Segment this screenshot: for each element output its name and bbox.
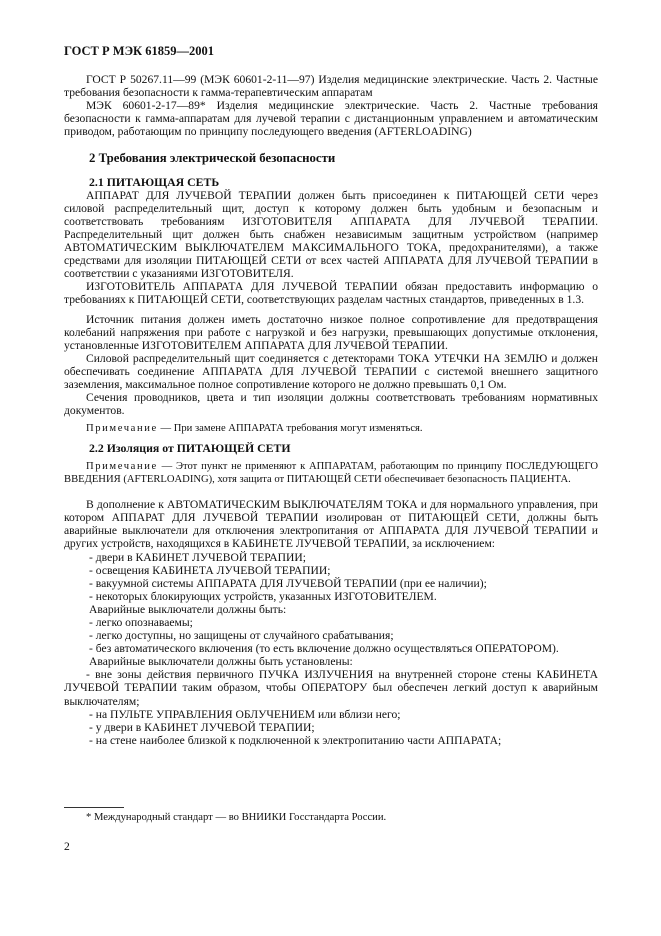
- list-item: - у двери в КАБИНЕТ ЛУЧЕВОЙ ТЕРАПИИ;: [89, 720, 315, 734]
- footnote: * Международный стандарт — во ВНИИКИ Госстандарта России.: [86, 812, 387, 823]
- paragraph: В дополнение к АВТОМАТИЧЕСКИМ ВЫКЛЮЧАТЕЛЯМ ТОКА и для нормального управления, при котором АППАРАТ ДЛЯ ЛУЧЕВОЙ ТЕРАПИИ изолирован от ПИТАЮЩЕЙ СЕТИ, должны быть аварийные выключатели для отключения электропитания от АППАРАТА ДЛЯ ЛУЧЕВОЙ ТЕРАПИИ и других устройств, находящихся в КАБИНЕТЕ ЛУЧЕВОЙ ТЕРАПИИ, за исключением:: [64, 498, 598, 551]
- list-item: - легко опознаваемы;: [89, 615, 193, 629]
- list-item: - легко доступны, но защищены от случайного срабатывания;: [89, 629, 394, 643]
- list-item: - вне зоны действия первичного ПУЧКА ИЗЛУЧЕНИЯ на внутренней стороне стены КАБИНЕТА ЛУЧЕВОЙ ТЕРАПИИ таким образом, чтобы ОПЕРАТОРУ был обеспечен легкий доступ к аварийным выключателям;: [64, 668, 598, 708]
- list-item: - на ПУЛЬТЕ УПРАВЛЕНИЯ ОБЛУЧЕНИЕМ или вблизи него;: [89, 707, 401, 721]
- note-text: — При замене АППАРАТА требования могут изменяться.: [157, 423, 423, 435]
- list-item: - некоторых блокирующих устройств, указанных ИЗГОТОВИТЕЛЕМ.: [89, 589, 437, 603]
- note-text: — Этот пункт не применяют к АППАРАТАМ, работающим по принципу ПОСЛЕДУЮЩЕГО ВВЕДЕНИЯ (AFTERLOADING), хотя защита от ПИТАЮЩЕЙ СЕТИ обеспечивает безопасность ПАЦИЕНТА.: [64, 460, 598, 485]
- paragraph: АППАРАТ ДЛЯ ЛУЧЕВОЙ ТЕРАПИИ должен быть присоединен к ПИТАЮЩЕЙ СЕТИ через силовой распределительный щит, доступ к которому должен быть удобным и безопасным и соответствовать требованиям ИЗГОТОВИТЕЛЯ АППАРАТА ДЛЯ ЛУЧЕВОЙ ТЕРАПИИ. Распределительный щит должен быть снабжен независимым защитным устройством (например АВТОМАТИЧЕСКИМ ВЫКЛЮЧАТЕЛЕМ МАКСИМАЛЬНОГО ТОКА, предохранителями), а также средствами для изоляции ПИТАЮЩЕЙ СЕТИ от всех частей АППАРАТА ДЛЯ ЛУЧЕВОЙ ТЕРАПИИ в соответствии с указаниями ИЗГОТОВИТЕЛЯ.: [64, 188, 598, 281]
- note-2-2: [64, 461, 598, 486]
- list-item: - вакуумной системы АППАРАТА ДЛЯ ЛУЧЕВОЙ ТЕРАПИИ (при ее наличии);: [89, 576, 487, 590]
- page-number: 2: [64, 840, 70, 853]
- list-heading: Аварийные выключатели должны быть установлены:: [89, 655, 353, 669]
- section-2-1-title: 2.1 ПИТАЮЩАЯ СЕТЬ: [89, 174, 220, 189]
- section-2-title: 2 Требования электрической безопасности: [89, 151, 336, 166]
- paragraph: Силовой распределительный щит соединяется с детекторами ТОКА УТЕЧКИ НА ЗЕМЛЮ и должен обеспечивать соединение АППАРАТА ДЛЯ ЛУЧЕВОЙ ТЕРАПИИ с системой внешнего защитного заземления, максимальное полное сопротивление которого не должно превышать 0,1 Ом.: [64, 351, 598, 391]
- list-item: - двери в КАБИНЕТ ЛУЧЕВОЙ ТЕРАПИИ;: [89, 550, 306, 564]
- paragraph: Сечения проводников, цвета и тип изоляции должны соответствовать требованиям нормативных документов.: [64, 391, 598, 418]
- section-2-2-title: 2.2 Изоляция от ПИТАЮЩЕЙ СЕТИ: [89, 440, 291, 455]
- list-item: - освещения КАБИНЕТА ЛУЧЕВОЙ ТЕРАПИИ;: [89, 563, 331, 577]
- footnote-divider: [64, 807, 124, 808]
- standard-header: ГОСТ Р МЭК 61859—2001: [64, 44, 214, 58]
- list-heading: Аварийные выключатели должны быть:: [89, 602, 287, 616]
- note-2-1: [64, 423, 598, 436]
- paragraph: Источник питания должен иметь достаточно низкое полное сопротивление для предотвращения колебаний напряжения при работе с нагрузкой и без нагрузки, превышающих допустимые отклонения, установленные ИЗГОТОВИТЕЛЕМ АППАРАТА ДЛЯ ЛУЧЕВОЙ ТЕРАПИИ.: [64, 312, 598, 352]
- reference-gost-50267: ГОСТ Р 50267.11—99 (МЭК 60601-2-11—97) Изделия медицинские электрические. Часть 2. Частные требования безопасности к гамма-терапевтическим аппаратам: [64, 73, 598, 100]
- reference-iec-60601-2-17: МЭК 60601-2-17—89* Изделия медицинские электрические. Часть 2. Частные требования безопасности к гамма-аппаратам для лучевой терапии с дистанционным управлением и автоматическим приводом, работающим по принципу последующего введения (AFTERLOADING): [64, 99, 598, 139]
- note-label: Примечание: [86, 460, 158, 472]
- paragraph: ИЗГОТОВИТЕЛЬ АППАРАТА ДЛЯ ЛУЧЕВОЙ ТЕРАПИИ обязан предоставить информацию о требованиях к ПИТАЮЩЕЙ СЕТИ, соответствующих разделам частных стандартов, приведенных в 1.3.: [64, 280, 598, 307]
- list-item: - без автоматического включения (то есть включение должно осуществляться ОПЕРАТОРОМ).: [89, 642, 559, 656]
- document-body: [64, 73, 598, 747]
- note-label: Примечание: [86, 423, 158, 435]
- list-item: - на стене наиболее близкой к подключенной к электропитанию части АППАРАТА;: [89, 733, 502, 747]
